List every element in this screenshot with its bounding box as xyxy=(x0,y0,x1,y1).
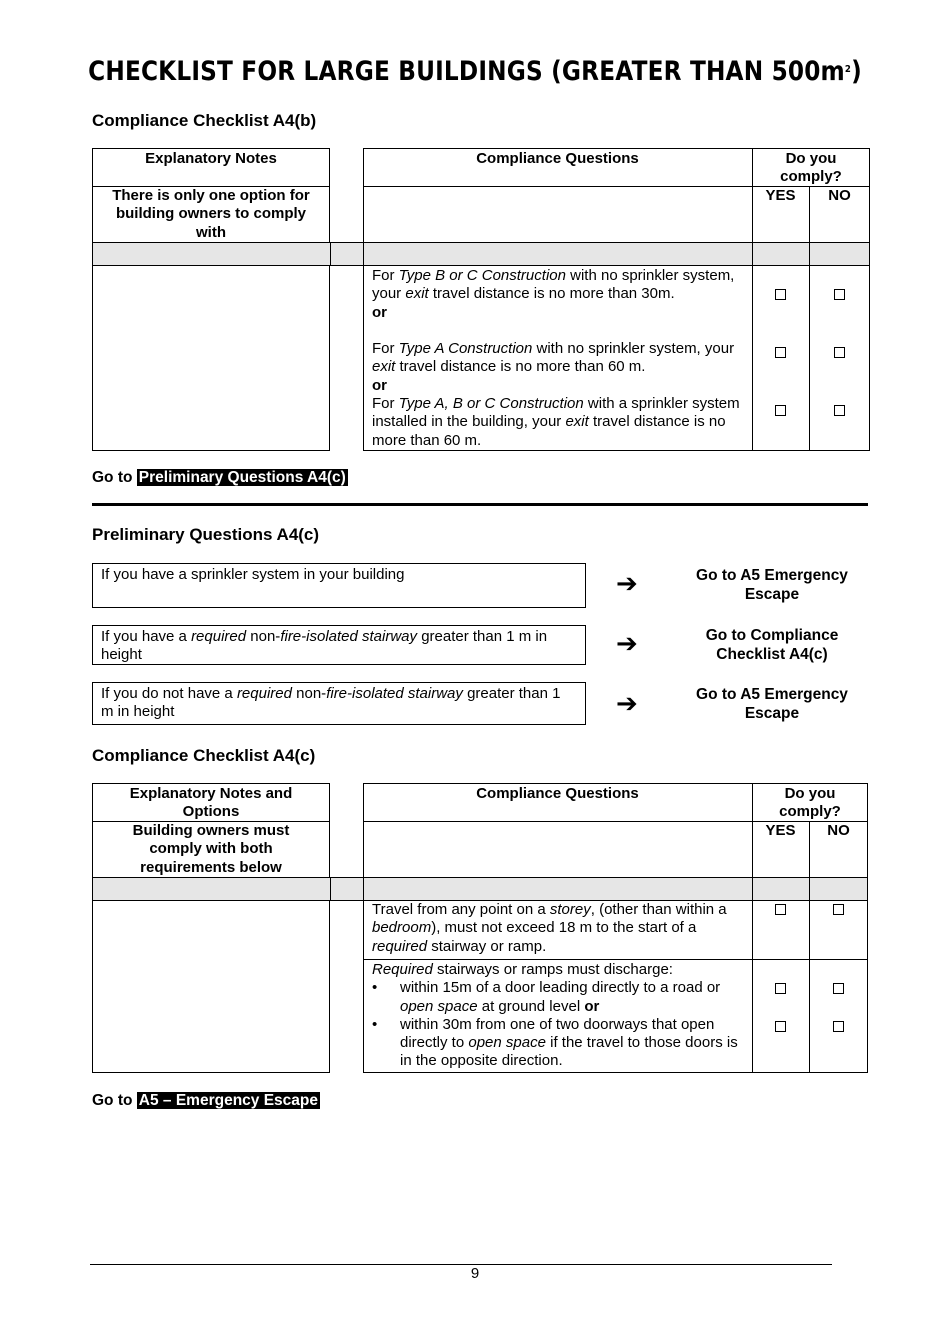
checkbox-no-q1[interactable] xyxy=(834,289,845,300)
col-header-comply: Do you comply? xyxy=(779,785,841,821)
question-travel-distance: Travel from any point on a storey, (other than within a bedroom), must not exceed 18 m to the start of a required stairway or ramp. xyxy=(372,901,727,955)
question-discharge: Required stairways or ramps must discharge: • within 15m of a door leading directly to a road or open space at ground level or • within 30m from one of two doorways that open directly to open space if the travel to those doors is in the opposite direction. xyxy=(372,961,746,1071)
col-header-no: NO xyxy=(827,822,850,839)
notes-text: There is only one option for building owners to comply with xyxy=(112,187,310,241)
col-header-comply: Do you comply? xyxy=(780,150,842,186)
section-divider xyxy=(92,503,868,506)
col-header-no: NO xyxy=(828,187,851,204)
preliminary-question-1: If you have a sprinkler system in your building xyxy=(92,563,586,608)
checkbox-no-q2[interactable] xyxy=(834,347,845,358)
col-header-notes: Explanatory Notes xyxy=(145,150,277,167)
preliminary-link[interactable]: Preliminary Questions A4(c) xyxy=(138,469,346,486)
preliminary-question-3: If you do not have a required non-fire-isolated stairway greater than 1 m in height xyxy=(92,682,586,725)
preliminary-goto-3[interactable]: Go to A5 Emergency Escape xyxy=(696,686,848,722)
list-item: • within 30m from one of two doorways that open directly to open space if the travel to those doors is in the opposite direction. xyxy=(372,1016,746,1071)
question-3: For Type A, B or C Construction with a sprinkler system installed in the building, your exit travel distance is no more than 60 m. xyxy=(372,395,740,449)
col-header-yes: YES xyxy=(765,187,796,204)
heading-preliminary: Preliminary Questions A4(c) xyxy=(92,525,320,544)
list-item: • within 15m of a door leading directly to a road or open space at ground level or xyxy=(372,979,746,1016)
or-label: or xyxy=(372,376,387,394)
checkbox-no-discharge-15m[interactable] xyxy=(833,983,844,994)
heading-a4c: Compliance Checklist A4(c) xyxy=(92,746,316,765)
col-header-questions: Compliance Questions xyxy=(476,150,639,167)
checkbox-yes-q1[interactable] xyxy=(775,289,786,300)
or-label: or xyxy=(372,303,387,321)
col-header-yes: YES xyxy=(765,822,796,839)
checkbox-yes-discharge-30m[interactable] xyxy=(775,1021,786,1032)
col-header-questions: Compliance Questions xyxy=(476,785,639,802)
question-2: For Type A Construction with no sprinkler system, your exit travel distance is no more than 60 m. or xyxy=(372,340,744,395)
checkbox-no-discharge-30m[interactable] xyxy=(833,1021,844,1032)
checkbox-yes-travel[interactable] xyxy=(775,904,786,915)
preliminary-goto-2[interactable]: Go to Compliance Checklist A4(c) xyxy=(705,627,839,663)
right-arrow-icon: ➔ xyxy=(616,689,638,719)
checkbox-no-travel[interactable] xyxy=(833,904,844,915)
checkbox-yes-q2[interactable] xyxy=(775,347,786,358)
preliminary-question-2: If you have a required non-fire-isolated stairway greater than 1 m in height xyxy=(92,625,586,665)
right-arrow-icon: ➔ xyxy=(616,569,638,599)
heading-a4b: Compliance Checklist A4(b) xyxy=(92,111,317,130)
checkbox-yes-q3[interactable] xyxy=(775,405,786,416)
goto-preliminary: Go to Preliminary Questions A4(c) xyxy=(92,469,346,486)
right-arrow-icon: ➔ xyxy=(616,629,638,659)
col-header-notes: Explanatory Notes and Options xyxy=(129,785,293,821)
page-title: CHECKLIST FOR LARGE BUILDINGS (GREATER THAN $500m^2$) xyxy=(88,56,862,87)
notes-text: Building owners must comply with both requirements below xyxy=(132,822,290,876)
goto-emergency-escape: Go to A5 – Emergency Escape xyxy=(92,1092,318,1109)
emergency-escape-link[interactable]: A5 – Emergency Escape xyxy=(138,1092,318,1109)
question-1: For Type B or C Construction with no sprinkler system, your exit travel distance is no more than 30m. or xyxy=(372,267,744,322)
checkbox-no-q3[interactable] xyxy=(834,405,845,416)
checkbox-yes-discharge-15m[interactable] xyxy=(775,983,786,994)
page-number: 9 xyxy=(470,1265,480,1282)
preliminary-goto-1[interactable]: Go to A5 Emergency Escape xyxy=(696,567,848,603)
